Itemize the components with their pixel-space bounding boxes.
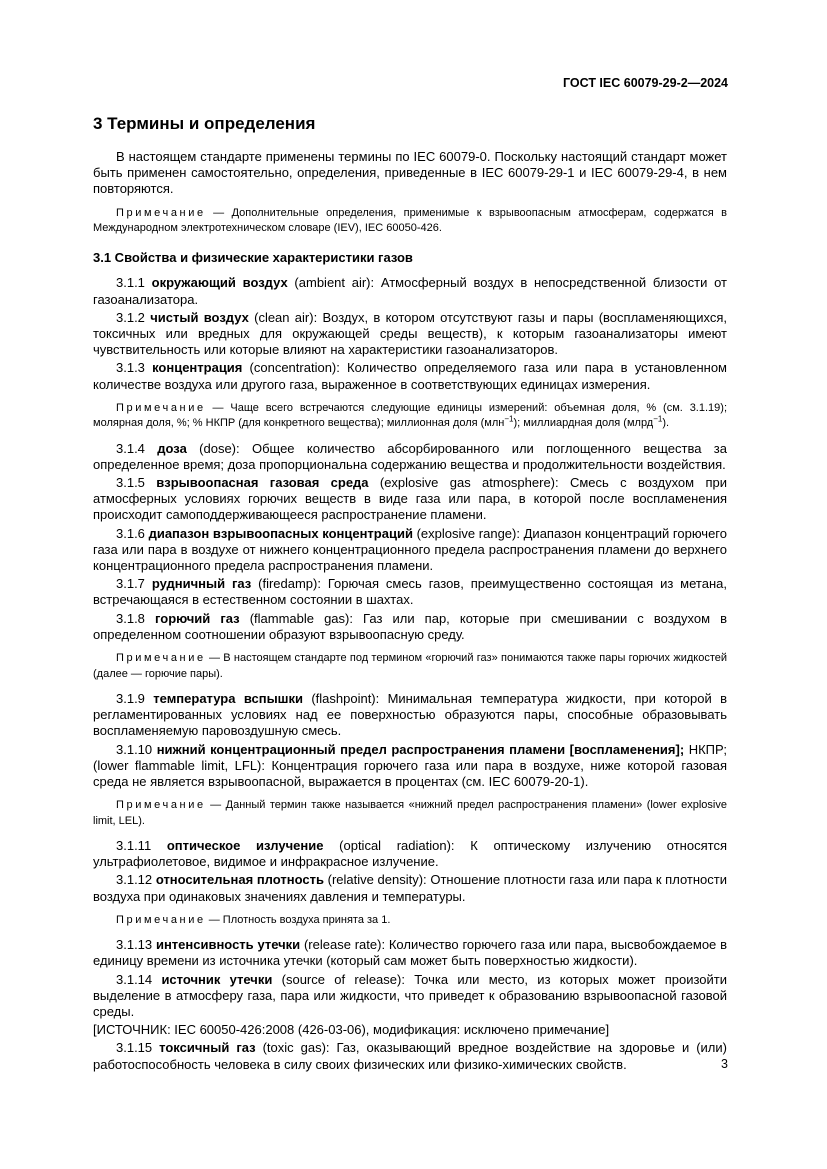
def-term: рудничный газ — [151, 576, 252, 592]
note-lfl — [93, 798, 727, 829]
section-intro-text: В настоящем стандарте применены термины по IEC 60079-0. Поскольку настоящий стандарт может быть применен самостоятельно, определения, приведенные в IEC 60079-29-1 и IEC 60079-29-4, в нем повторяются. — [93, 149, 727, 197]
def-term: нижний концентрационный предел распространения пламени [воспламенения]; — [156, 741, 685, 757]
definition-item — [93, 691, 727, 740]
definition-item — [93, 576, 727, 608]
def-number: 3.1.13 — [116, 937, 153, 953]
section-intro — [93, 149, 727, 198]
note-dash: — — [208, 913, 220, 926]
def-text: (source of release): Точка или место, из которых может произойти выделение в атмосферу газа, пара или жидкости, что приведет к образованию взрывоопасной газовой среды. — [93, 971, 727, 1019]
def-number: 3.1.12 — [116, 872, 153, 888]
def-term: источник утечки — [161, 971, 273, 987]
definition-item — [93, 310, 727, 359]
note-intro — [93, 206, 727, 237]
def-text: (dose): Общее количество абсорбированного или поглощенного вещества за определенное время; доза пропорциональна содержанию вещества и продолжительности воздействия. — [93, 440, 727, 472]
page-content — [93, 113, 727, 1075]
def-term: интенсивность утечки — [155, 937, 301, 953]
def-text: НКПР; (lower flammable limit, LFL): Концентрация горючего газа или пара в воздухе, ниже которой газовая среда не является взрывоопасной, выражается в процентах (см. IEC 60079-20-1). — [93, 741, 727, 789]
definition-item — [93, 742, 727, 791]
definition-item — [93, 475, 727, 524]
note-text: Чаще всего встречаются следующие единицы измерений: объемная доля, % (см. 3.1.19); молярная доля, %; % НКПР (для конкретного вещества); миллионная доля (млн — [93, 401, 727, 430]
def-term: чистый воздух — [150, 309, 249, 325]
def-text: (explosive range): Диапазон концентраций горючего газа или пара в воздухе от нижнего концентрационного предела распространения пламени до верхнего концентрационного предела распространения пламени. — [93, 525, 727, 574]
source-reference: [ИСТОЧНИК: IEC 60050-426:2008 (426-03-06), модификация: исключено примечание] — [93, 1022, 610, 1038]
note-label: Примечание — [116, 799, 206, 812]
document-code: ГОСТ IEC 60079-29-2—2024 — [562, 76, 728, 90]
superscript: −1 — [653, 414, 663, 424]
def-text: (firedamp): Горючая смесь газов, преимущественно состоящая из метана, встречающаяся в естественном состоянии в шахтах. — [93, 576, 727, 608]
def-text: (flashpoint): Минимальная температура жидкости, при которой в регламентированных условиях над ее поверхностью образуются пары, способные образовывать воспламеняемую паровоздушную смесь. — [93, 690, 727, 739]
definition-item — [93, 526, 727, 575]
definition-item — [93, 275, 727, 307]
note-text: Дополнительные определения, применимые к взрывоопасным атмосферам, содержатся в Международном электротехническом словаре (IEV), IEC 60050-426. — [93, 206, 728, 235]
note-text: Данный термин также называется «нижний предел распространения пламени» (lower explosive limit, LEL). — [93, 799, 727, 827]
note-label: Примечание — [116, 913, 206, 926]
def-number: 3.1.6 — [116, 525, 145, 541]
note-label: Примечание — [116, 401, 206, 414]
def-number: 3.1.11 — [116, 837, 152, 853]
def-text: (concentration): Количество определяемого газа или пара в установленном количестве воздуха или другого газа, выраженное в соответствующих единицах измерения. — [93, 360, 727, 392]
note-dash: — — [208, 652, 220, 665]
definition-item — [93, 1040, 727, 1072]
def-term: относительная плотность — [155, 872, 324, 888]
page-number: 3 — [721, 1057, 728, 1071]
def-text: (flammable gas): Газ или пар, которые при смешивании с воздухом в определенном соотношении образуют взрывоопасную среду. — [93, 610, 727, 642]
def-number: 3.1.5 — [116, 475, 145, 491]
note-dash: — — [210, 799, 222, 812]
note-text: Плотность воздуха принята за 1. — [222, 913, 391, 926]
def-number: 3.1.8 — [116, 610, 145, 626]
definition-item — [93, 972, 727, 1021]
note-dash: — — [213, 206, 225, 219]
def-number: 3.1.3 — [116, 360, 145, 376]
def-number: 3.1.10 — [116, 741, 153, 757]
def-number: 3.1.1 — [116, 275, 145, 291]
def-term: диапазон взрывоопасных концентраций — [148, 525, 413, 541]
def-term: концентрация — [152, 360, 243, 376]
definition-item — [93, 872, 727, 904]
def-term: взрывоопасная газовая среда — [156, 475, 369, 491]
def-number: 3.1.4 — [116, 440, 145, 456]
note-concentration — [93, 401, 727, 432]
note-text: ); миллиардная доля (млрд — [513, 417, 654, 430]
subsection-title: 3.1 Свойства и физические характеристики газов — [93, 250, 413, 266]
note-text: В настоящем стандарте под термином «горючий газ» понимаются также пары горючих жидкостей (далее — горючие пары). — [93, 652, 728, 680]
definition-item — [93, 360, 727, 392]
def-text: (toxic gas): Газ, оказывающий вредное воздействие на здоровье и (или) работоспособность человека в силу своих физических или физико-химических свойств. — [93, 1040, 727, 1072]
def-number: 3.1.15 — [116, 1040, 153, 1056]
def-number: 3.1.2 — [116, 309, 145, 325]
def-term: горючий газ — [155, 610, 240, 626]
note-text: ). — [662, 417, 670, 430]
section-title: 3 Термины и определения — [93, 114, 316, 133]
note-flammable-gas — [93, 651, 727, 682]
def-term: доза — [157, 440, 187, 456]
definition-item — [93, 838, 727, 870]
def-term: температура вспышки — [153, 690, 303, 706]
def-text: (release rate): Количество горючего газа или пара, высвобождаемое в единицу времени из источника утечки (который сам может быть поверхностью жидкости). — [93, 937, 727, 969]
definition-item — [93, 611, 727, 643]
def-text: (relative density): Отношение плотности газа или пара к плотности воздуха при одинаковых значениях давления и температуры. — [93, 872, 727, 904]
note-dash: — — [212, 401, 224, 414]
definition-item — [93, 441, 727, 473]
def-term: токсичный газ — [159, 1040, 256, 1056]
def-number: 3.1.14 — [116, 971, 153, 987]
def-text: (clean air): Воздух, в котором отсутствуют газы и пары (воспламеняющихся, токсичных или вредных для окружающей среды веществ), к которым газоанализаторы имеют чувствительность или которые влияют на характеристики газоанализаторов. — [93, 309, 727, 358]
def-text: (optical radiation): К оптическому излучению относятся ультрафиолетовое, видимое и инфракрасное излучение. — [93, 837, 727, 870]
def-text: (explosive gas atmosphere): Смесь с воздухом при атмосферных условиях горючих веществ в виде газа или пара, в которой после воспламенения происходит самоподдерживающееся распространение пламени. — [93, 475, 727, 523]
def-number: 3.1.9 — [116, 690, 145, 706]
superscript: −1 — [504, 414, 514, 424]
note-relative-density — [93, 913, 727, 928]
def-number: 3.1.7 — [116, 576, 145, 592]
def-text: (ambient air): Атмосферный воздух в непосредственной близости от газоанализатора. — [93, 275, 727, 307]
def-term: оптическое излучение — [166, 837, 324, 853]
note-label: Примечание — [116, 652, 206, 665]
definition-item — [93, 937, 727, 969]
def-term: окружающий воздух — [151, 275, 288, 291]
note-label: Примечание — [116, 206, 206, 219]
